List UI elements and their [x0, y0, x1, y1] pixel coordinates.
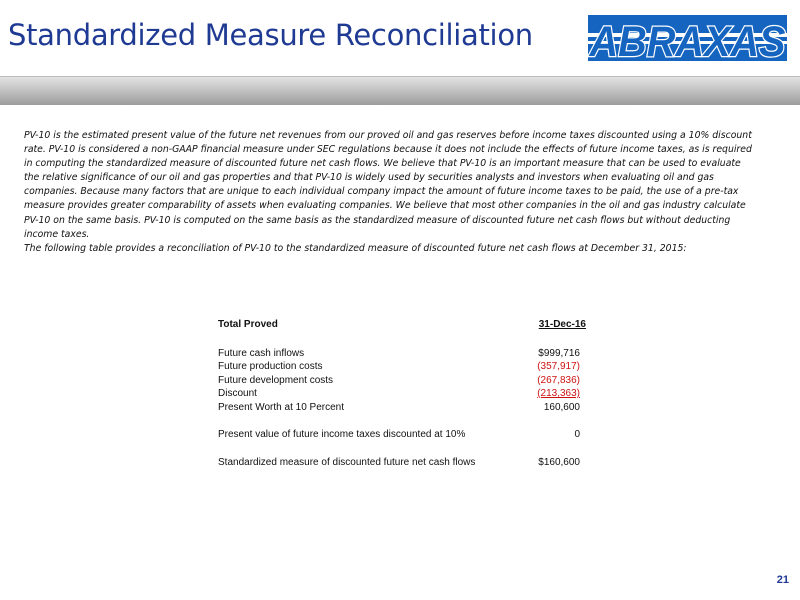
- row-label: Discount: [218, 388, 257, 399]
- logo-wordmark: ABRAXAS: [588, 18, 786, 64]
- row-value: $999,716: [538, 347, 580, 359]
- intro-paragraph-2: The following table provides a reconciliation of PV-10 to the standardized measure of discounted future net cash flows at December 31, 2015:: [24, 242, 687, 254]
- row-value: (267,836): [537, 374, 580, 386]
- row-value: (357,917): [537, 361, 580, 372]
- row-value: 0: [574, 429, 580, 440]
- row-label: Standardized measure of discounted future net cash flows: [218, 456, 476, 468]
- table-row: [218, 428, 588, 442]
- table-row: [218, 374, 588, 388]
- row-label: Present value of future income taxes discounted at 10%: [218, 429, 466, 440]
- table-row: [218, 456, 588, 470]
- abraxas-logo: [585, 12, 790, 64]
- header-bar: [0, 76, 800, 105]
- page-number: 21: [776, 574, 789, 586]
- row-value: 160,600: [543, 401, 580, 413]
- slide-title: Standardized Measure Reconciliation: [8, 18, 533, 52]
- row-label: Future production costs: [218, 361, 323, 372]
- table-row: [218, 401, 588, 415]
- table-header-row: [218, 318, 588, 332]
- table-header-date: 31-Dec-16: [538, 319, 586, 330]
- intro-text: [24, 129, 754, 256]
- table-row: [218, 387, 588, 401]
- table-row: [218, 347, 588, 361]
- intro-paragraph-1: PV-10 is the estimated present value of the future net revenues from our proved oil and gas reserves before income taxes discounted using a 10% discount rate. PV-10 is considered a non-GAAP financial measure under SEC regulations because it does not include the effects of future income taxes, as is required in computing the standardized measure of discounted future net cash flows. We believe that PV-10 is an important measure that can be used to evaluate the relative significance of our oil and gas properties and that PV-10 is widely used by securities analysts and investors when evaluating oil and gas companies. Because many factors that are unique to each individual company impact the amount of future income taxes to be paid, the use of a pre-tax measure provides greater comparability of assets when evaluating companies. We believe that most other companies in the oil and gas industry calculate PV-10 on the same basis. PV-10 is computed on the same basis as the standardized measure of discounted future net cash flows but without deducting income taxes.: [24, 130, 752, 240]
- row-label: Present Worth at 10 Percent: [218, 401, 344, 413]
- table-header-label: Total Proved: [218, 319, 278, 330]
- row-value: $160,600: [538, 456, 580, 468]
- reconciliation-table: [218, 318, 588, 469]
- row-label: Future development costs: [218, 374, 334, 386]
- row-value: (213,363): [537, 388, 580, 399]
- row-label: Future cash inflows: [218, 347, 305, 359]
- table-row: [218, 360, 588, 374]
